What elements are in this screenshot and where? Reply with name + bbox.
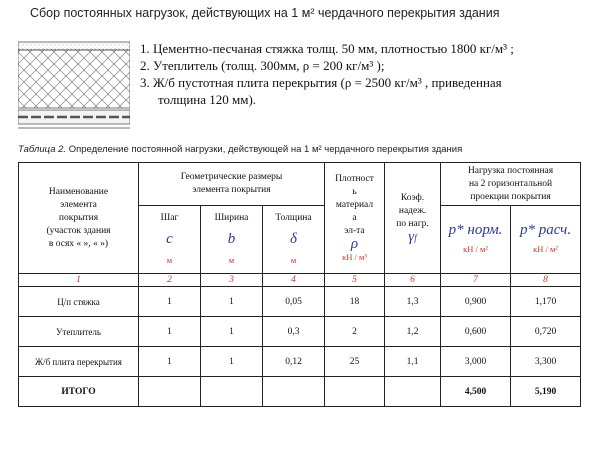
layer-item: 3. Ж/б пустотная плита перекрытия (ρ = 2500 кг/м³ , приведенная bbox=[140, 75, 502, 90]
unit-step: м bbox=[166, 255, 173, 265]
column-number-row bbox=[19, 274, 581, 287]
cell-name: Утеплитель bbox=[19, 317, 139, 347]
cell-load-normative: 0,600 bbox=[441, 317, 511, 347]
insulation-layer bbox=[18, 50, 130, 108]
loads-table bbox=[18, 162, 581, 407]
unit-density: кН / м³ bbox=[342, 251, 367, 262]
column-number: 3 bbox=[201, 274, 263, 287]
cell-thickness: 0,12 bbox=[263, 347, 325, 377]
table-row bbox=[19, 317, 581, 347]
cell-name: Ж/б плита перекрытия bbox=[19, 347, 139, 377]
layer-item: 1. Цементно-песчаная стяжка толщ. 50 мм, плотностью 1800 кг/м³ ; bbox=[140, 41, 514, 56]
p-design-symbol: p* расч. bbox=[519, 221, 572, 238]
header-step: Шаг c м bbox=[139, 206, 201, 274]
header-load: Нагрузка постоянная на 2 горизонтальной проекции покрытия bbox=[441, 163, 581, 206]
total-load-normative: 4,500 bbox=[441, 377, 511, 407]
empty-cell bbox=[263, 377, 325, 407]
page-title: Сбор постоянных нагрузок, действующих на 1 м² чердачного перекрытия здания bbox=[30, 6, 500, 20]
cell-coefficient: 1,1 bbox=[385, 347, 441, 377]
column-number: 2 bbox=[139, 274, 201, 287]
cell-step: 1 bbox=[139, 317, 201, 347]
empty-cell bbox=[325, 377, 385, 407]
cell-density: 25 bbox=[325, 347, 385, 377]
cell-width: 1 bbox=[201, 347, 263, 377]
cell-coefficient: 1,2 bbox=[385, 317, 441, 347]
cell-load-design: 3,300 bbox=[511, 347, 581, 377]
header-density: Плотност ь материал а эл-та ρ кН / м³ bbox=[325, 163, 385, 274]
column-number: 5 bbox=[325, 274, 385, 287]
table-row bbox=[19, 287, 581, 317]
layers-list bbox=[140, 40, 595, 108]
unit-load-design: кН / м² bbox=[533, 243, 558, 254]
total-label: ИТОГО bbox=[19, 377, 139, 407]
unit-width: м bbox=[228, 255, 235, 265]
b-symbol: b bbox=[227, 231, 236, 247]
empty-cell bbox=[385, 377, 441, 407]
gamma-symbol: γf bbox=[408, 228, 417, 245]
cell-thickness: 0,3 bbox=[263, 317, 325, 347]
cell-coefficient: 1,3 bbox=[385, 287, 441, 317]
cell-load-normative: 3,000 bbox=[441, 347, 511, 377]
column-number: 6 bbox=[385, 274, 441, 287]
column-number: 7 bbox=[441, 274, 511, 287]
empty-cell bbox=[139, 377, 201, 407]
screed-layer bbox=[18, 42, 130, 50]
caption-text: Определение постоянной нагрузки, действующей на 1 м² чердачного перекрытия здания bbox=[68, 144, 463, 155]
cell-load-design: 0,720 bbox=[511, 317, 581, 347]
cell-step: 1 bbox=[139, 347, 201, 377]
cell-thickness: 0,05 bbox=[263, 287, 325, 317]
cell-density: 2 bbox=[325, 317, 385, 347]
header-row bbox=[19, 163, 581, 206]
header-geometry: Геометрические размеры элемента покрытия bbox=[139, 163, 325, 206]
header-load-design bbox=[511, 206, 581, 274]
cell-load-normative: 0,900 bbox=[441, 287, 511, 317]
column-number: 4 bbox=[263, 274, 325, 287]
total-load-design: 5,190 bbox=[511, 377, 581, 407]
header-width: Ширина b м bbox=[201, 206, 263, 274]
cell-name: Ц/п стяжка bbox=[19, 287, 139, 317]
column-number: 1 bbox=[19, 274, 139, 287]
c-symbol: c bbox=[166, 231, 173, 247]
unit-thickness: м bbox=[290, 255, 297, 265]
table-caption bbox=[18, 144, 593, 155]
header-load-normative bbox=[441, 206, 511, 274]
header-thickness: Толщина δ м bbox=[263, 206, 325, 274]
cell-width: 1 bbox=[201, 287, 263, 317]
empty-cell bbox=[201, 377, 263, 407]
unit-load-normative: кН / м² bbox=[463, 243, 488, 254]
column-number: 8 bbox=[511, 274, 581, 287]
caption-label: Таблица 2. bbox=[18, 144, 67, 155]
p-norm-symbol: p* норм. bbox=[448, 221, 503, 238]
header-element-name: Наименование элемента покрытия (участок здания в осях « », « ») bbox=[19, 163, 139, 274]
layer-item: 2. Утеплитель (толщ. 300мм, ρ = 200 кг/м³ ); bbox=[140, 58, 385, 73]
header-coefficient: Коэф. надеж. по нагр. γf bbox=[385, 163, 441, 274]
layer-item: толщина 120 мм). bbox=[158, 92, 257, 107]
delta-symbol: δ bbox=[290, 231, 297, 247]
rho-symbol: ρ bbox=[350, 235, 359, 252]
cell-density: 18 bbox=[325, 287, 385, 317]
table-row bbox=[19, 347, 581, 377]
cell-load-design: 1,170 bbox=[511, 287, 581, 317]
floor-layers-figure bbox=[18, 40, 130, 132]
cell-width: 1 bbox=[201, 317, 263, 347]
cell-step: 1 bbox=[139, 287, 201, 317]
total-row bbox=[19, 377, 581, 407]
